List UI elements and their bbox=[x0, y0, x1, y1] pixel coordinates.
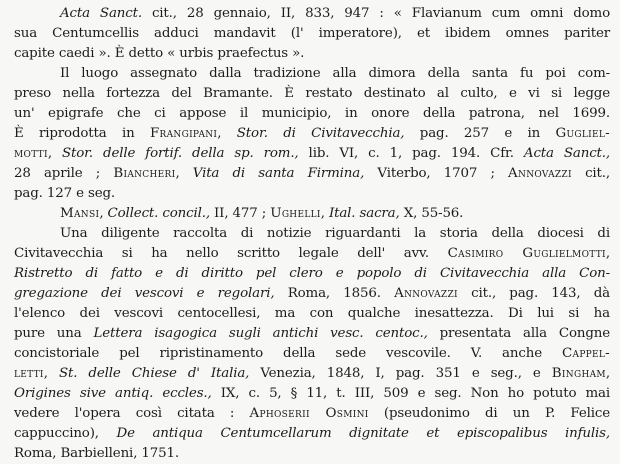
text-run: l'elenco dei vescovi centocellesi, ma con qualche inesattezza. Di lui si ha bbox=[14, 306, 610, 321]
text-line bbox=[14, 124, 610, 144]
italic-title: Stor. delle fortif. della sp. rom., bbox=[61, 146, 299, 161]
text-run: lib. VI, c. 1, pag. 194. Cfr. bbox=[298, 146, 524, 161]
italic-title: Ital. sacra, bbox=[328, 206, 400, 221]
text-run: sua Centumcellis adduci mandavit (l' imperatore), et ibidem omnes pariter bbox=[14, 26, 610, 41]
text-run: Viterbo, 1707 ; bbox=[364, 166, 509, 181]
author-name: Gugliel- bbox=[555, 126, 610, 141]
italic-title: St. delle Chiese d' Italia, bbox=[58, 366, 250, 381]
author-name: Bingham bbox=[551, 366, 606, 381]
text-run: cappuccino), bbox=[14, 426, 117, 441]
text-line bbox=[14, 344, 610, 364]
text-line bbox=[14, 364, 610, 384]
text-run: Roma, Barbielleni, 1751. bbox=[14, 446, 179, 461]
author-name: letti bbox=[14, 366, 44, 381]
text-run: vedere l'opera così citata : bbox=[14, 406, 250, 421]
text-run: , bbox=[320, 206, 329, 221]
text-run: Roma, 1856. bbox=[274, 286, 395, 301]
italic-title: Ristretto di fatto e di diritto pel clero e popolo di Civitavecchia alla Con- bbox=[14, 266, 610, 281]
text-line bbox=[14, 384, 610, 404]
text-run: cit., pag. 143, dà bbox=[457, 286, 610, 301]
author-name: Annovazzi bbox=[394, 286, 458, 301]
italic-title: Collect. concil., bbox=[107, 206, 210, 221]
author-name: Aphoserii Osmini bbox=[249, 406, 369, 421]
text-line bbox=[60, 64, 610, 84]
text-line bbox=[14, 244, 610, 264]
text-line bbox=[14, 264, 610, 284]
text-line bbox=[14, 144, 610, 164]
author-name: motti bbox=[14, 146, 48, 161]
text-run: , bbox=[605, 366, 611, 381]
text-line bbox=[14, 284, 610, 304]
text-run: , bbox=[605, 246, 610, 261]
text-run: Il luogo assegnato dalla tradizione alla dimora della santa fu poi com- bbox=[60, 66, 610, 81]
text-run: cit., bbox=[571, 166, 610, 181]
italic-title: Stor. di Civitavecchia, bbox=[236, 126, 405, 141]
text-run: cit., 28 gennaio, II, 833, 947 : « Flavianum cum omni domo bbox=[141, 6, 610, 21]
italic-title: Vita di santa Firmina, bbox=[192, 166, 365, 181]
text-run: preso nella fortezza del Bramante. È restato destinato al culto, e vi si legge bbox=[14, 86, 610, 101]
text-run: pag. 127 e seg. bbox=[14, 186, 116, 201]
author-name: Mansi bbox=[60, 206, 100, 221]
italic-title: Origines sive antiq. eccles., bbox=[14, 386, 212, 401]
text-run: , bbox=[47, 146, 62, 161]
text-line bbox=[14, 444, 610, 464]
text-line bbox=[14, 424, 610, 444]
author-name: Cappel- bbox=[561, 346, 610, 361]
text-line bbox=[14, 404, 610, 424]
text-line bbox=[14, 184, 610, 204]
text-line bbox=[14, 24, 610, 44]
text-run: pure una bbox=[14, 326, 94, 341]
text-line bbox=[14, 304, 610, 324]
text-line bbox=[14, 84, 610, 104]
text-run: È riprodotta in bbox=[14, 126, 150, 141]
text-run: II, 477 ; bbox=[209, 206, 271, 221]
text-run: 28 aprile ; bbox=[14, 166, 114, 181]
text-run: Una diligente raccolta di notizie riguardanti la storia della diocesi di bbox=[60, 226, 610, 241]
text-run: , bbox=[43, 366, 59, 381]
author-name: Casimiro Guglielmotti bbox=[447, 246, 606, 261]
text-run: Civitavecchia si ha nello scritto legale dell' avv. bbox=[14, 246, 448, 261]
author-name: Frangipani bbox=[149, 126, 218, 141]
text-run: presentata alla Congne bbox=[427, 326, 610, 341]
text-line bbox=[14, 104, 610, 124]
text-run: , bbox=[175, 166, 193, 181]
text-line bbox=[14, 324, 610, 344]
text-line bbox=[14, 44, 610, 64]
italic-title: gregazione dei vescovi e regolari, bbox=[14, 286, 275, 301]
text-run: X, 55-56. bbox=[399, 206, 464, 221]
text-run: un' epigrafe che ci appose il municipio, in onore della patrona, nel 1699. bbox=[14, 106, 610, 121]
text-run: pag. 257 e in bbox=[404, 126, 556, 141]
text-run: (pseudonimo di un P. Felice bbox=[368, 406, 610, 421]
text-line bbox=[14, 164, 610, 184]
text-run: , bbox=[217, 126, 237, 141]
author-name: Biancheri bbox=[113, 166, 176, 181]
italic-title: Acta Sanct. bbox=[60, 6, 142, 21]
text-line bbox=[60, 204, 610, 224]
text-run: IX, c. 5, § 11, t. III, 509 e seg. Non ho potuto mai bbox=[211, 386, 610, 401]
author-name: Ughelli bbox=[270, 206, 321, 221]
italic-title: De antiqua Centumcellarum dignitate et episcopalibus infulis, bbox=[116, 426, 610, 441]
text-line bbox=[60, 224, 610, 244]
text-run: concistoriale pel ripristinamento della sede vescovile. V. anche bbox=[14, 346, 562, 361]
text-run: Venezia, 1848, I, pag. 351 e seg., e bbox=[249, 366, 552, 381]
text-run: , bbox=[99, 206, 108, 221]
author-name: Annovazzi bbox=[508, 166, 572, 181]
italic-title: Acta Sanct., bbox=[523, 146, 610, 161]
text-run: capite caedi ». È detto « urbis praefectus ». bbox=[14, 46, 305, 61]
text-line bbox=[60, 4, 610, 24]
italic-title: Lettera isagogica sugli antichi vesc. centoc., bbox=[93, 326, 428, 341]
